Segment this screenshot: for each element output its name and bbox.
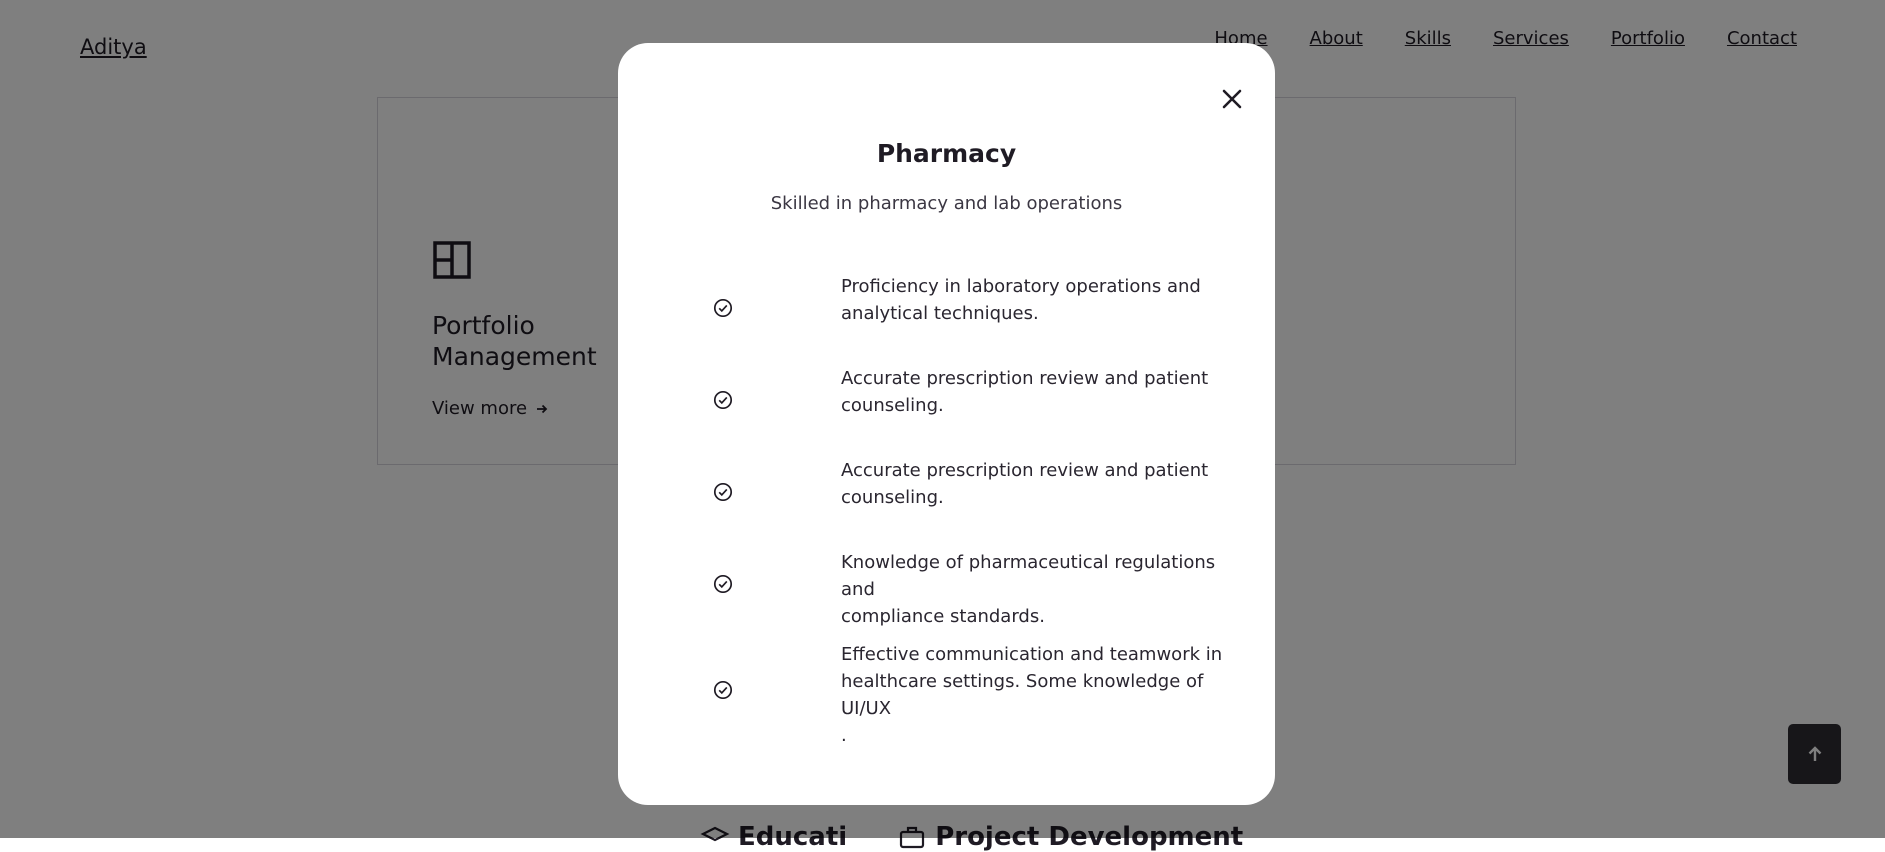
text-line: Proficiency in laboratory operations and: [841, 276, 1201, 297]
text-line: .: [841, 725, 847, 746]
check-circle-icon: [713, 680, 733, 700]
check-circle-icon: [713, 390, 733, 410]
service-modal: [618, 43, 1275, 805]
check-circle-icon: [713, 482, 733, 502]
modal-title: Pharmacy: [876, 139, 1017, 168]
modal-subtitle: Skilled in pharmacy and lab operations: [770, 193, 1123, 214]
text-line: healthcare settings. Some knowledge of UI/UX: [841, 671, 1204, 719]
text-line: Accurate prescription review and patient: [841, 460, 1209, 481]
text-line: counseling.: [841, 487, 944, 508]
list-item-text: [841, 273, 1226, 327]
close-icon: [1221, 88, 1243, 110]
text-line: Effective communication and teamwork in: [841, 644, 1223, 665]
text-line: counseling.: [841, 395, 944, 416]
check-circle-icon: [713, 298, 733, 318]
text-line: Knowledge of pharmaceutical regulations and: [841, 552, 1216, 600]
list-item-text: [841, 365, 1226, 419]
text-line: compliance standards.: [841, 606, 1045, 627]
check-circle-icon: [713, 574, 733, 594]
close-button[interactable]: [1215, 82, 1249, 116]
list-item-text: [841, 549, 1226, 630]
text-line: Accurate prescription review and patient: [841, 368, 1209, 389]
list-item-text: [841, 457, 1226, 511]
list-item-text: [841, 641, 1226, 749]
text-line: analytical techniques.: [841, 303, 1039, 324]
